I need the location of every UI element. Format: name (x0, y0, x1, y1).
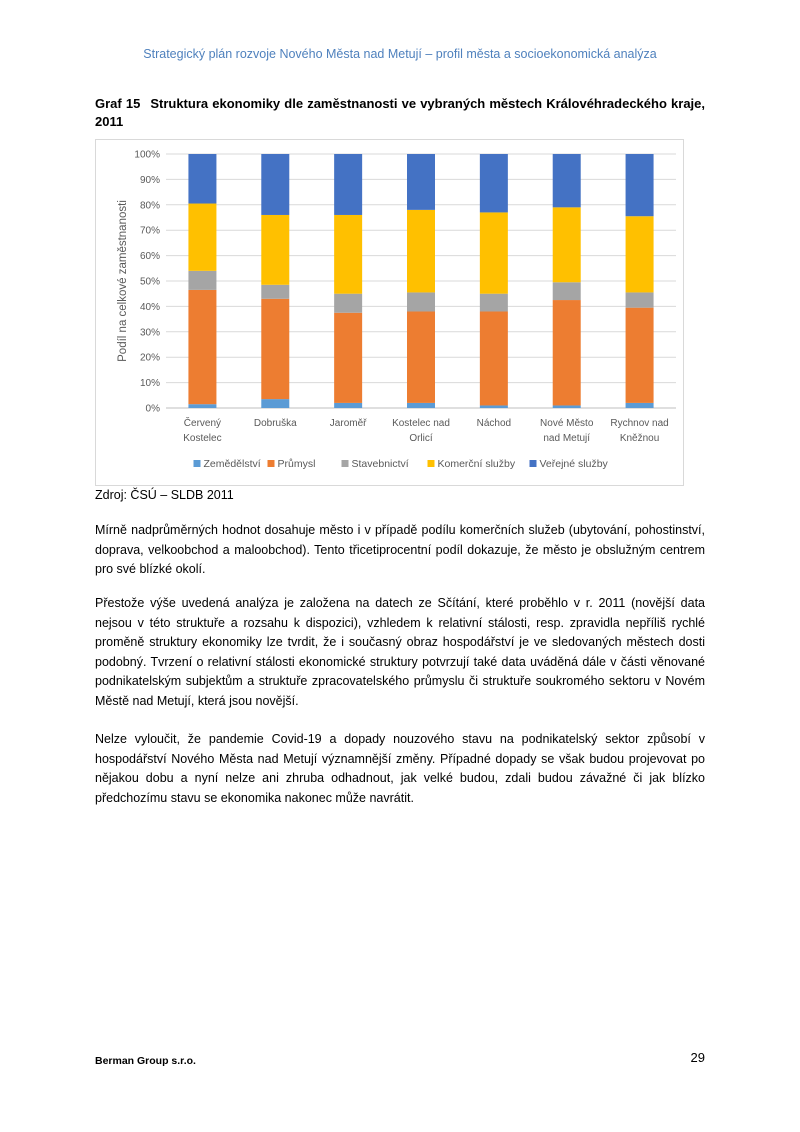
x-tick-label: Náchod (476, 418, 512, 429)
bar-segment (553, 282, 581, 300)
legend-swatch (530, 460, 537, 467)
bar-segment (626, 154, 654, 216)
y-axis-title: Podíl na celkové zaměstnanosti (117, 200, 129, 362)
figure-caption (95, 95, 705, 131)
y-tick-label: 90% (139, 174, 160, 186)
bar-segment (407, 311, 435, 402)
y-tick-label: 0% (145, 403, 160, 415)
bar-segment (480, 154, 508, 212)
bar-segment (261, 215, 289, 285)
y-tick-label: 100% (134, 149, 160, 161)
bar-segment (407, 403, 435, 408)
x-tick-label: Červený (183, 418, 222, 429)
bar-segment (407, 210, 435, 293)
bar-segment (188, 271, 216, 290)
bar-segment (261, 154, 289, 215)
footer-company: Berman Group s.r.o. (95, 1055, 196, 1067)
bar-segment (334, 403, 362, 408)
legend-label: Zemědělství (203, 458, 261, 470)
bar-segment (188, 154, 216, 204)
y-tick-label: 50% (139, 276, 160, 288)
bar-segment (626, 308, 654, 403)
legend-label: Průmysl (277, 458, 316, 470)
x-tick-label: Kostelec nad (392, 418, 450, 429)
page-number: 29 (690, 1050, 705, 1065)
legend-swatch (342, 460, 349, 467)
bar-segment (334, 215, 362, 294)
bar-segment (188, 404, 216, 408)
y-tick-label: 80% (139, 200, 160, 212)
bar-segment (626, 292, 654, 307)
paragraph-1: Mírně nadprůměrných hodnot dosahuje město i v případě podílu komerčních služeb (ubytování, pohostinství, doprava, velkoobchod a maloobchod). Tento třicetiprocentní podíl dokazuje, že město je obslužným centrem pro své blízké okolí. (95, 523, 705, 576)
x-tick-label: Kostelec (183, 433, 222, 444)
bar-segment (553, 300, 581, 405)
chart-source: Zdroj: ČSÚ – SLDB 2011 (95, 488, 234, 502)
y-tick-label: 30% (139, 327, 160, 339)
bar-segment (188, 204, 216, 271)
bar-segment (553, 154, 581, 207)
bar-segment (334, 313, 362, 403)
legend-label: Komerční služby (437, 458, 516, 470)
chart-svg (96, 140, 683, 485)
bar-segment (480, 405, 508, 408)
bar-segment (480, 212, 508, 293)
y-tick-label: 40% (139, 301, 160, 313)
bar-segment (334, 154, 362, 215)
legend-swatch (194, 460, 201, 467)
y-tick-label: 70% (139, 225, 160, 237)
bar-segment (626, 403, 654, 408)
y-tick-label: 10% (139, 378, 160, 390)
x-tick-label: Kněžnou (619, 433, 660, 444)
figure-number: Graf 15 (95, 96, 141, 111)
bar-segment (407, 292, 435, 311)
x-tick-label: Rychnov nad (610, 418, 669, 429)
bar-segment (261, 285, 289, 299)
document-header: Strategický plán rozvoje Nového Města nad Metují – profil města a socioekonomická analýza (143, 47, 657, 61)
stacked-bar-chart (95, 139, 684, 486)
x-tick-label: Dobruška (253, 418, 297, 429)
x-tick-label: Jaroměř (329, 418, 367, 429)
legend-swatch (428, 460, 435, 467)
bar-segment (188, 290, 216, 404)
paragraph-3: Nelze vyloučit, že pandemie Covid-19 a dopady nouzového stavu na podnikatelský sektor způsobí v hospodářství Nového Města nad Metují významnější změny. Případné dopady se však budou projevovat po nějakou dobu a nyní nelze ani zhruba odhadnout, jak velké budou, zdali budou závažné či jak blízko předchozímu stavu se ekonomika nakonec může navrátit. (95, 732, 705, 805)
legend-swatch (268, 460, 275, 467)
legend-label: Veřejné služby (539, 458, 608, 470)
bar-segment (334, 294, 362, 313)
legend-label: Stavebnictví (351, 458, 409, 470)
x-tick-label: Nové Město (540, 418, 594, 429)
bar-segment (553, 405, 581, 408)
figure-title: Struktura ekonomiky dle zaměstnanosti ve vybraných městech Královéhradeckého kraje, 2011 (95, 96, 705, 129)
x-tick-label: nad Metují (543, 433, 591, 444)
bar-segment (480, 294, 508, 312)
paragraph-2: Přestože výše uvedená analýza je založena na datech ze Sčítání, které proběhlo v r. 2011 (novější data nejsou v této struktuře a rozsahu k dispozici), vzhledem k relativní stálosti, resp. zpravidla nepříliš rychlé proměně struktury ekonomiky lze tvrdit, že i současný obraz hospodářství je ve sledovaných městech dosti podobný. Tvrzení o relativní stálosti ekonomické struktury potvrzují také data uváděná dále v části věnované podnikatelským subjektům a struktuře zpracovatelského průmyslu či struktuře soukromého sektoru v Novém Městě nad Metují, která jsou novější. (95, 596, 705, 708)
bar-segment (407, 154, 435, 210)
bar-segment (261, 299, 289, 399)
bar-segment (626, 216, 654, 292)
bar-segment (261, 399, 289, 408)
bar-segment (553, 207, 581, 282)
bar-segment (480, 311, 508, 405)
y-tick-label: 60% (139, 251, 160, 263)
y-tick-label: 20% (139, 352, 160, 364)
x-tick-label: Orlicí (409, 433, 433, 444)
